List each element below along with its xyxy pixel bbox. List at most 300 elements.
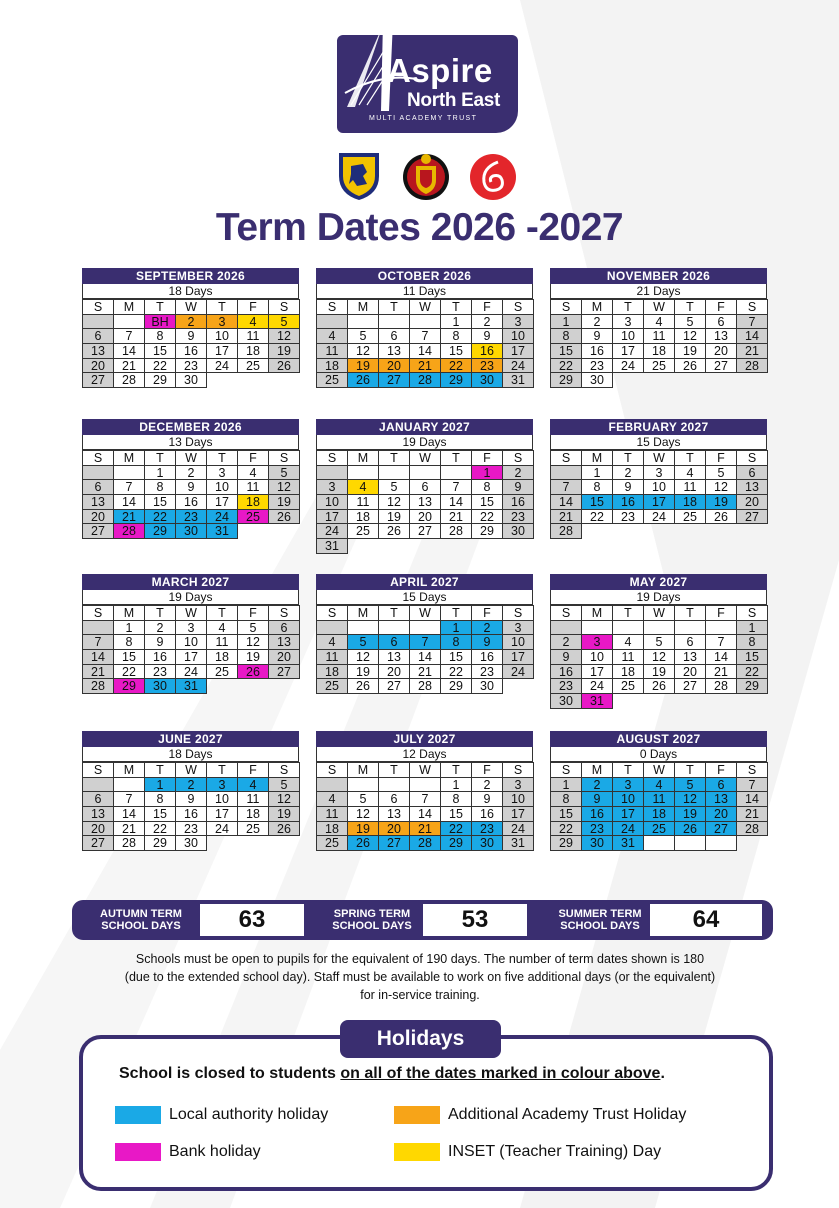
day-cell: 21 — [409, 664, 441, 680]
day-cell: 14 — [409, 806, 441, 822]
legend-label: INSET (Teacher Training) Day — [448, 1143, 662, 1160]
day-cell: 25 — [643, 821, 675, 837]
day-cell: 1 — [144, 777, 176, 793]
day-cell: 29 — [440, 835, 472, 851]
blank-cell — [674, 693, 706, 709]
empty-day-cell — [409, 777, 441, 793]
weekday-header: S — [268, 450, 300, 466]
day-cell: 4 — [347, 479, 379, 495]
weekday-header: M — [347, 605, 379, 621]
weekday-header: S — [736, 762, 768, 778]
day-cell: 11 — [237, 328, 269, 344]
weekday-header: S — [316, 605, 348, 621]
day-cell: 7 — [550, 479, 582, 495]
day-cell: 18 — [206, 649, 238, 665]
day-cell: 5 — [347, 791, 379, 807]
aspire-logo — [337, 35, 518, 133]
blank-cell — [502, 678, 534, 694]
day-cell: 1 — [440, 777, 472, 793]
weekday-header: M — [347, 299, 379, 315]
day-cell: 21 — [409, 358, 441, 374]
blank-cell — [237, 678, 269, 694]
day-cell: 20 — [674, 664, 706, 680]
term-days-summary — [72, 900, 773, 940]
blank-cell — [705, 523, 737, 539]
day-cell: 31 — [316, 538, 348, 554]
day-cell: 14 — [550, 494, 582, 510]
day-cell: 5 — [268, 314, 300, 330]
day-cell: 21 — [113, 358, 145, 374]
day-cell: 3 — [612, 314, 644, 330]
day-cell: 10 — [612, 791, 644, 807]
day-cell: 4 — [237, 465, 269, 481]
day-cell: 1 — [144, 465, 176, 481]
day-cell: 19 — [643, 664, 675, 680]
day-cell: 17 — [206, 343, 238, 359]
day-cell: 27 — [705, 821, 737, 837]
day-cell: 16 — [502, 494, 534, 510]
day-cell: 13 — [705, 328, 737, 344]
day-cell: 21 — [440, 509, 472, 525]
weekday-header: T — [378, 762, 410, 778]
month-title: APRIL 2027 — [316, 574, 533, 590]
day-cell: 25 — [237, 509, 269, 525]
month-september-2026 — [82, 268, 299, 387]
blank-cell — [471, 538, 503, 554]
day-cell: 12 — [643, 649, 675, 665]
holidays-panel — [79, 1035, 773, 1191]
day-cell: 21 — [409, 821, 441, 837]
day-cell: 15 — [471, 494, 503, 510]
empty-day-cell — [643, 620, 675, 636]
day-cell: 9 — [175, 328, 207, 344]
month-january-2027 — [316, 419, 533, 553]
day-cell: 30 — [175, 372, 207, 388]
day-cell: 20 — [705, 806, 737, 822]
day-cell: 17 — [316, 509, 348, 525]
blank-cell — [736, 835, 768, 851]
weekday-header: F — [471, 299, 503, 315]
day-cell: 9 — [581, 791, 613, 807]
day-cell: 8 — [440, 328, 472, 344]
weekday-header: F — [705, 762, 737, 778]
day-cell: 27 — [82, 523, 114, 539]
day-cell: 29 — [144, 835, 176, 851]
closure-text-end: . — [660, 1065, 665, 1082]
day-cell: 6 — [82, 791, 114, 807]
weekday-header: T — [440, 762, 472, 778]
day-cell: 29 — [550, 835, 582, 851]
day-cell: 20 — [82, 821, 114, 837]
month-days-count: 19 Days — [316, 435, 533, 450]
day-cell: 2 — [581, 314, 613, 330]
day-cell: 26 — [347, 678, 379, 694]
day-cell: 3 — [316, 479, 348, 495]
day-cell: 31 — [612, 835, 644, 851]
day-cell: 27 — [705, 358, 737, 374]
day-cell: 30 — [471, 835, 503, 851]
day-cell: 23 — [612, 509, 644, 525]
blank-cell — [643, 523, 675, 539]
day-cell: 10 — [581, 649, 613, 665]
month-days-count: 18 Days — [82, 747, 299, 762]
summer-term-days: 64 — [650, 904, 762, 936]
legend-swatch-local — [115, 1106, 161, 1124]
day-cell: 15 — [144, 806, 176, 822]
day-cell: 12 — [674, 328, 706, 344]
day-cell: 11 — [206, 634, 238, 650]
empty-day-cell — [409, 314, 441, 330]
day-cell: 7 — [82, 634, 114, 650]
empty-day-cell — [643, 835, 675, 851]
day-cell: 26 — [674, 821, 706, 837]
day-cell: 14 — [113, 494, 145, 510]
day-cell: 9 — [175, 479, 207, 495]
day-cell: 2 — [144, 620, 176, 636]
day-cell: 13 — [736, 479, 768, 495]
day-cell: 3 — [502, 777, 534, 793]
weekday-header: T — [674, 605, 706, 621]
empty-day-cell — [705, 835, 737, 851]
day-cell: 19 — [347, 358, 379, 374]
day-cell: 13 — [378, 806, 410, 822]
day-cell: 30 — [581, 835, 613, 851]
weekday-header: T — [144, 450, 176, 466]
weekday-header: F — [237, 450, 269, 466]
blank-cell — [268, 835, 300, 851]
day-cell: 23 — [471, 664, 503, 680]
weekday-header: M — [347, 762, 379, 778]
day-cell: 24 — [502, 358, 534, 374]
day-cell: 27 — [736, 509, 768, 525]
day-cell: 4 — [643, 314, 675, 330]
day-cell: BH — [144, 314, 176, 330]
day-cell: 16 — [581, 806, 613, 822]
day-cell: 18 — [237, 806, 269, 822]
month-june-2027 — [82, 731, 299, 850]
day-cell: 15 — [550, 806, 582, 822]
day-cell: 17 — [502, 806, 534, 822]
month-august-2027 — [550, 731, 767, 850]
day-cell: 2 — [502, 465, 534, 481]
blank-cell — [643, 693, 675, 709]
weekday-header: T — [144, 299, 176, 315]
day-cell: 7 — [440, 479, 472, 495]
closure-text-start: School is closed to students — [119, 1065, 341, 1082]
blank-cell — [581, 523, 613, 539]
month-days-count: 19 Days — [82, 590, 299, 605]
day-cell: 18 — [643, 343, 675, 359]
day-cell: 16 — [471, 343, 503, 359]
autumn-label-line1: AUTUMN TERM — [100, 908, 182, 920]
legend-inset-day — [394, 1143, 661, 1161]
day-cell: 26 — [643, 678, 675, 694]
weekday-header: S — [268, 299, 300, 315]
weekday-header: T — [206, 299, 238, 315]
empty-day-cell — [550, 465, 582, 481]
spring-label-line1: SPRING TERM — [333, 908, 411, 920]
weekday-header: W — [643, 450, 675, 466]
day-cell: 26 — [378, 523, 410, 539]
day-cell: 10 — [502, 634, 534, 650]
day-cell: 23 — [144, 664, 176, 680]
day-cell: 18 — [237, 343, 269, 359]
note-line: (due to the extended school day). Staff must be available to work on five additional days (or the equivalent) — [124, 970, 716, 984]
day-cell: 20 — [378, 821, 410, 837]
empty-day-cell — [409, 465, 441, 481]
day-cell: 23 — [175, 509, 207, 525]
day-cell: 15 — [581, 494, 613, 510]
month-may-2027 — [550, 574, 767, 708]
day-cell: 4 — [316, 328, 348, 344]
day-cell: 14 — [409, 343, 441, 359]
day-cell: 25 — [612, 678, 644, 694]
day-cell: 9 — [502, 479, 534, 495]
weekday-header: S — [736, 450, 768, 466]
day-cell: 2 — [550, 634, 582, 650]
empty-day-cell — [82, 777, 114, 793]
attendance-note — [70, 950, 770, 1004]
day-cell: 26 — [347, 372, 379, 388]
weekday-header: S — [316, 450, 348, 466]
day-cell: 20 — [82, 358, 114, 374]
spring-term-days: 53 — [423, 904, 527, 936]
day-cell: 31 — [581, 693, 613, 709]
weekday-header: T — [206, 450, 238, 466]
day-cell: 2 — [175, 465, 207, 481]
day-cell: 8 — [113, 634, 145, 650]
weekday-header: W — [409, 450, 441, 466]
day-cell: 8 — [144, 791, 176, 807]
day-cell: 23 — [581, 821, 613, 837]
legend-label: Local authority holiday — [169, 1106, 329, 1123]
day-cell: 8 — [736, 634, 768, 650]
weekday-header: S — [316, 299, 348, 315]
month-title: NOVEMBER 2026 — [550, 268, 767, 284]
red-swirl-logo-icon — [469, 150, 517, 202]
empty-day-cell — [612, 620, 644, 636]
blank-cell — [736, 372, 768, 388]
logo-tagline: MULTI ACADEMY TRUST — [369, 115, 478, 122]
day-cell: 12 — [347, 649, 379, 665]
day-cell: 16 — [175, 806, 207, 822]
day-cell: 26 — [268, 509, 300, 525]
day-cell: 19 — [268, 494, 300, 510]
legend-label: Additional Academy Trust Holiday — [448, 1106, 687, 1123]
empty-day-cell — [347, 314, 379, 330]
day-cell: 6 — [82, 328, 114, 344]
weekday-header: T — [612, 450, 644, 466]
day-cell: 15 — [550, 343, 582, 359]
blank-cell — [237, 523, 269, 539]
day-cell: 19 — [237, 649, 269, 665]
weekday-header: S — [736, 605, 768, 621]
month-days-count: 0 Days — [550, 747, 767, 762]
day-cell: 29 — [736, 678, 768, 694]
weekday-header: F — [471, 605, 503, 621]
month-april-2027 — [316, 574, 533, 693]
weekday-header: M — [347, 450, 379, 466]
day-cell: 8 — [550, 328, 582, 344]
legend-additional-trust — [394, 1106, 686, 1124]
day-cell: 24 — [206, 509, 238, 525]
day-cell: 21 — [705, 664, 737, 680]
day-cell: 25 — [316, 372, 348, 388]
day-cell: 24 — [316, 523, 348, 539]
day-cell: 9 — [581, 328, 613, 344]
empty-day-cell — [674, 620, 706, 636]
lion-shield-crest-icon — [335, 150, 383, 202]
weekday-header: T — [378, 450, 410, 466]
month-title: AUGUST 2027 — [550, 731, 767, 747]
day-cell: 7 — [736, 777, 768, 793]
day-cell: 1 — [440, 620, 472, 636]
day-cell: 2 — [471, 620, 503, 636]
empty-day-cell — [378, 620, 410, 636]
blank-cell — [705, 693, 737, 709]
month-december-2026 — [82, 419, 299, 538]
day-cell: 28 — [550, 523, 582, 539]
day-cell: 6 — [378, 634, 410, 650]
day-cell: 24 — [581, 678, 613, 694]
day-cell: 6 — [82, 479, 114, 495]
month-title: SEPTEMBER 2026 — [82, 268, 299, 284]
day-cell: 1 — [581, 465, 613, 481]
day-cell: 8 — [440, 634, 472, 650]
empty-day-cell — [378, 465, 410, 481]
empty-day-cell — [440, 465, 472, 481]
day-cell: 7 — [409, 634, 441, 650]
day-cell: 22 — [550, 358, 582, 374]
day-cell: 3 — [502, 620, 534, 636]
day-cell: 5 — [674, 777, 706, 793]
empty-day-cell — [378, 777, 410, 793]
legend-swatch-additional — [394, 1106, 440, 1124]
day-cell: 28 — [409, 372, 441, 388]
weekday-header: F — [237, 762, 269, 778]
day-cell: 22 — [440, 358, 472, 374]
day-cell: 22 — [550, 821, 582, 837]
blank-cell — [643, 372, 675, 388]
weekday-header: W — [409, 605, 441, 621]
day-cell: 29 — [440, 372, 472, 388]
weekday-header: W — [175, 299, 207, 315]
legend-local-authority — [115, 1106, 328, 1124]
weekday-header: S — [268, 605, 300, 621]
weekday-header: S — [502, 299, 534, 315]
day-cell: 30 — [550, 693, 582, 709]
holidays-closure-text — [119, 1065, 665, 1083]
day-cell: 10 — [206, 328, 238, 344]
blank-cell — [268, 678, 300, 694]
summer-label-line2: SCHOOL DAYS — [560, 920, 640, 932]
day-cell: 2 — [581, 777, 613, 793]
day-cell: 18 — [316, 358, 348, 374]
day-cell: 22 — [471, 509, 503, 525]
day-cell: 20 — [736, 494, 768, 510]
empty-day-cell — [550, 620, 582, 636]
day-cell: 16 — [175, 343, 207, 359]
note-line: for in-service training. — [360, 988, 480, 1002]
day-cell: 19 — [674, 806, 706, 822]
blank-cell — [502, 538, 534, 554]
month-february-2027 — [550, 419, 767, 538]
blank-cell — [612, 372, 644, 388]
month-november-2026 — [550, 268, 767, 387]
day-cell: 1 — [113, 620, 145, 636]
day-cell: 4 — [674, 465, 706, 481]
day-cell: 29 — [144, 372, 176, 388]
day-cell: 6 — [674, 634, 706, 650]
month-days-count: 12 Days — [316, 747, 533, 762]
day-cell: 24 — [206, 821, 238, 837]
day-cell: 23 — [175, 358, 207, 374]
day-cell: 28 — [705, 678, 737, 694]
day-cell: 29 — [471, 523, 503, 539]
day-cell: 21 — [736, 343, 768, 359]
day-cell: 31 — [502, 835, 534, 851]
weekday-header: T — [206, 605, 238, 621]
day-cell: 30 — [581, 372, 613, 388]
day-cell: 9 — [471, 328, 503, 344]
day-cell: 4 — [316, 634, 348, 650]
day-cell: 22 — [144, 358, 176, 374]
month-grid — [82, 605, 299, 693]
day-cell: 5 — [268, 465, 300, 481]
blank-cell — [268, 523, 300, 539]
weekday-header: S — [550, 299, 582, 315]
weekday-header: T — [612, 605, 644, 621]
day-cell: 13 — [409, 494, 441, 510]
weekday-header: F — [705, 299, 737, 315]
legend-swatch-inset — [394, 1143, 440, 1161]
day-cell: 7 — [409, 791, 441, 807]
day-cell: 28 — [82, 678, 114, 694]
month-grid — [550, 450, 767, 538]
day-cell: 24 — [502, 821, 534, 837]
weekday-header: W — [175, 605, 207, 621]
day-cell: 2 — [175, 777, 207, 793]
day-cell: 23 — [471, 358, 503, 374]
day-cell: 6 — [378, 791, 410, 807]
day-cell: 30 — [471, 372, 503, 388]
day-cell: 15 — [736, 649, 768, 665]
day-cell: 16 — [581, 343, 613, 359]
day-cell: 10 — [206, 791, 238, 807]
month-grid — [82, 762, 299, 850]
day-cell: 22 — [440, 821, 472, 837]
empty-day-cell — [82, 620, 114, 636]
blank-cell — [206, 678, 238, 694]
legend-bank-holiday — [115, 1143, 261, 1161]
page-title: Term Dates 2026 -2027 — [215, 206, 624, 249]
weekday-header: W — [643, 299, 675, 315]
day-cell: 22 — [113, 664, 145, 680]
day-cell: 6 — [705, 777, 737, 793]
day-cell: 29 — [113, 678, 145, 694]
month-title: JUNE 2027 — [82, 731, 299, 747]
day-cell: 3 — [502, 314, 534, 330]
day-cell: 11 — [643, 328, 675, 344]
day-cell: 12 — [705, 479, 737, 495]
day-cell: 30 — [502, 523, 534, 539]
day-cell: 18 — [643, 806, 675, 822]
empty-day-cell — [316, 314, 348, 330]
month-grid — [550, 605, 767, 708]
weekday-header: T — [612, 762, 644, 778]
day-cell: 28 — [113, 835, 145, 851]
day-cell: 22 — [440, 664, 472, 680]
